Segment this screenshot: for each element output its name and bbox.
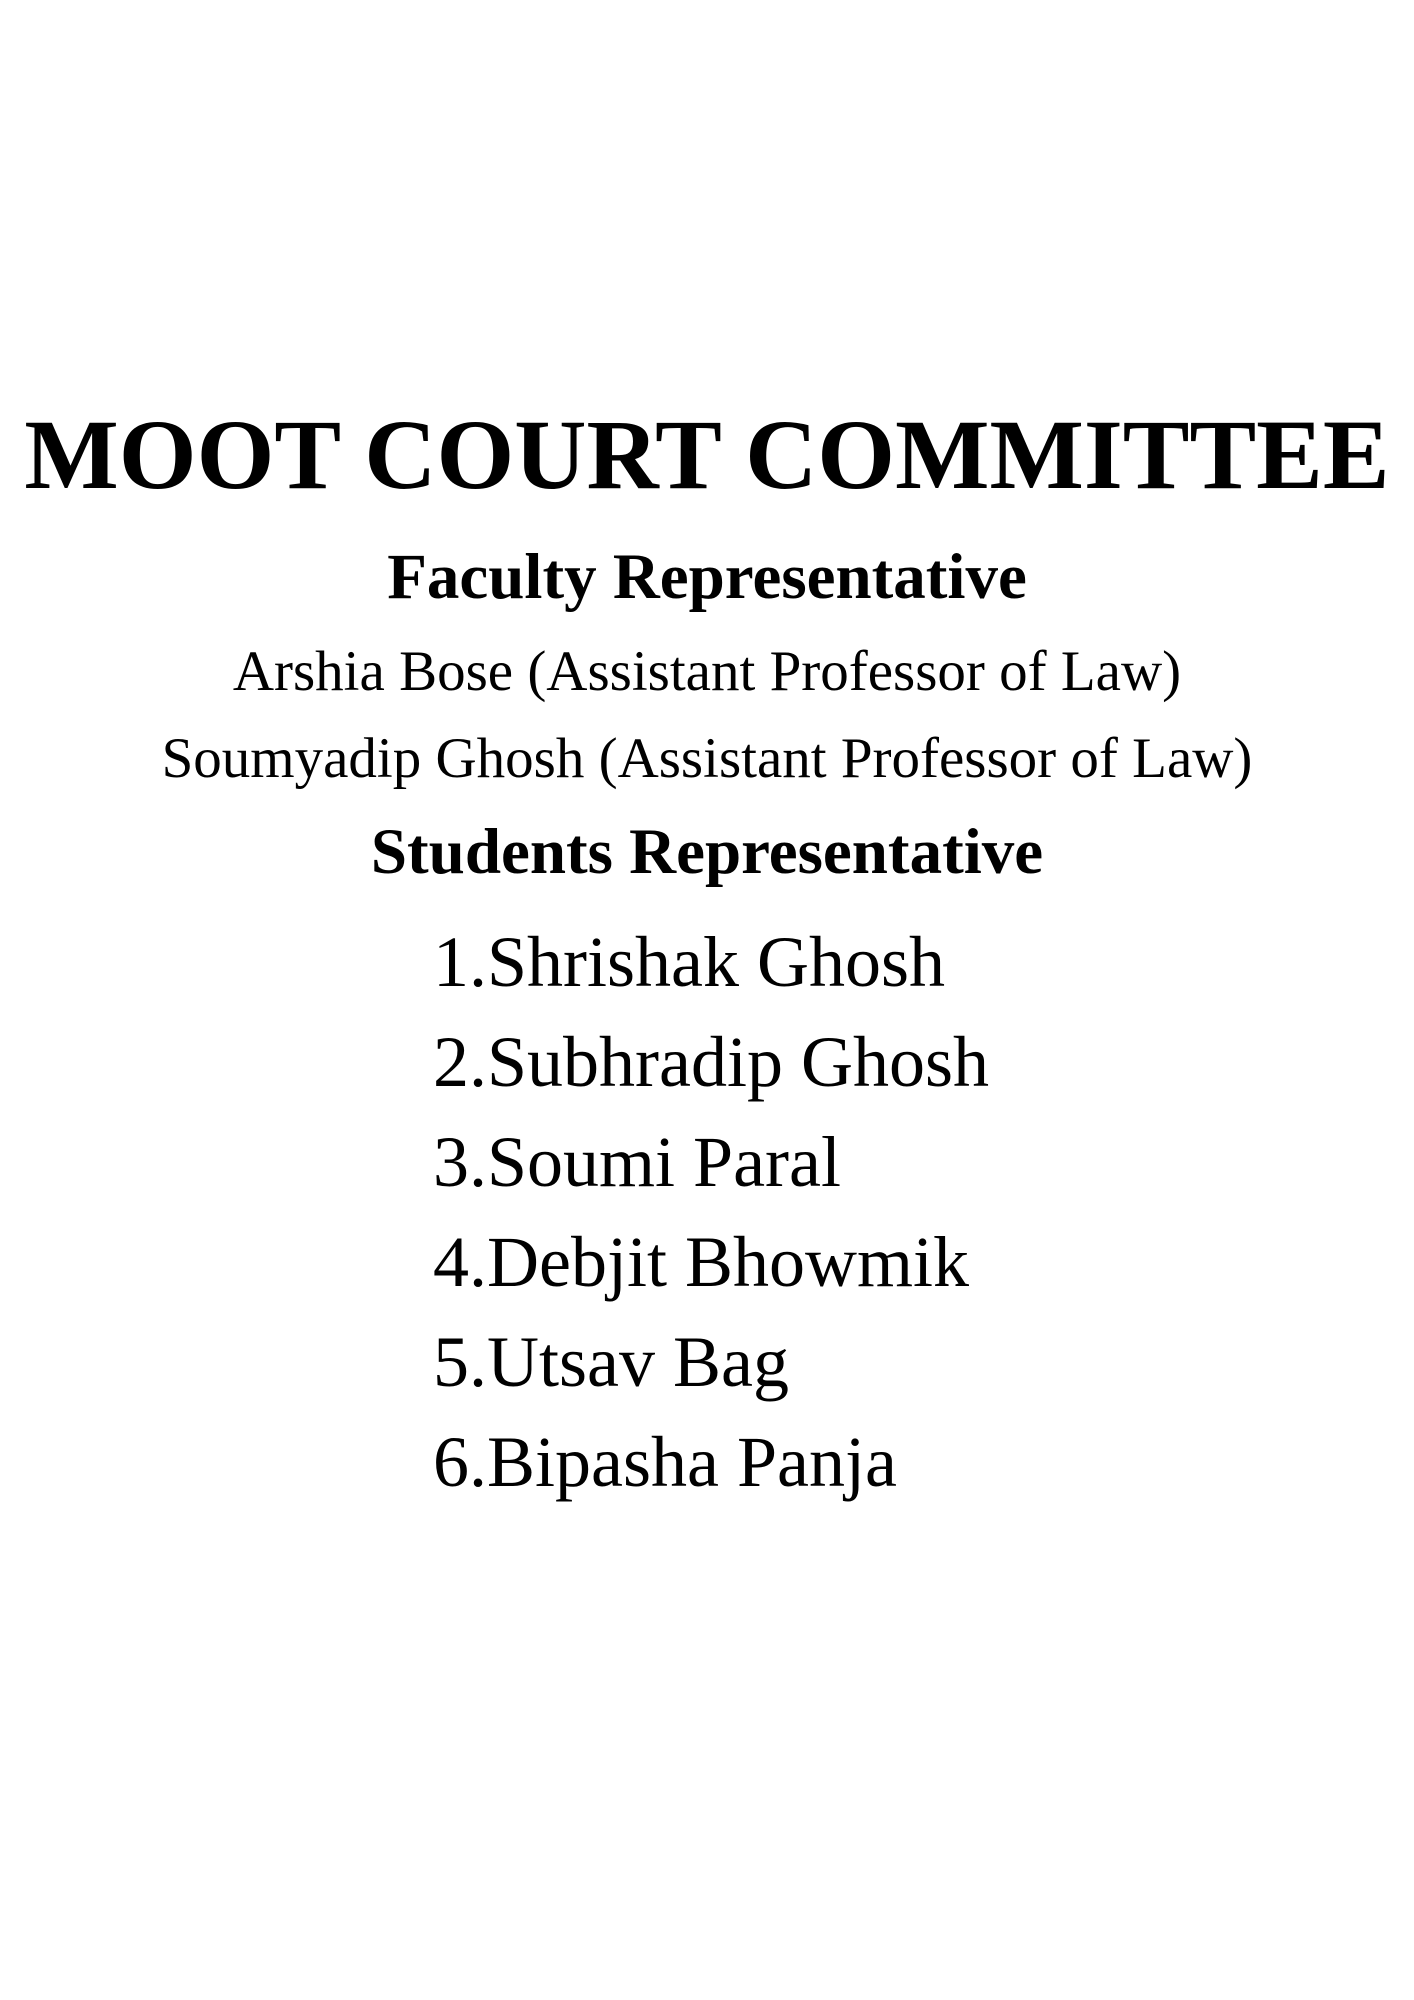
- student-item: 1.Shrishak Ghosh: [433, 922, 946, 1002]
- page-title: MOOT COURT COMMITTEE: [24, 399, 1390, 510]
- faculty-member: Arshia Bose (Assistant Professor of Law): [232, 640, 1182, 703]
- student-item: 6.Bipasha Panja: [433, 1422, 897, 1502]
- students-list: [433, 912, 989, 1512]
- student-item: 3.Soumi Paral: [433, 1122, 841, 1202]
- student-item: 2.Subhradip Ghosh: [433, 1022, 989, 1102]
- faculty-member: Soumyadip Ghosh (Assistant Professor of Law): [161, 727, 1253, 790]
- faculty-heading: Faculty Representative: [387, 541, 1027, 613]
- student-item: 4.Debjit Bhowmik: [433, 1222, 969, 1302]
- student-item: 5.Utsav Bag: [433, 1322, 789, 1402]
- students-heading: Students Representative: [370, 816, 1044, 888]
